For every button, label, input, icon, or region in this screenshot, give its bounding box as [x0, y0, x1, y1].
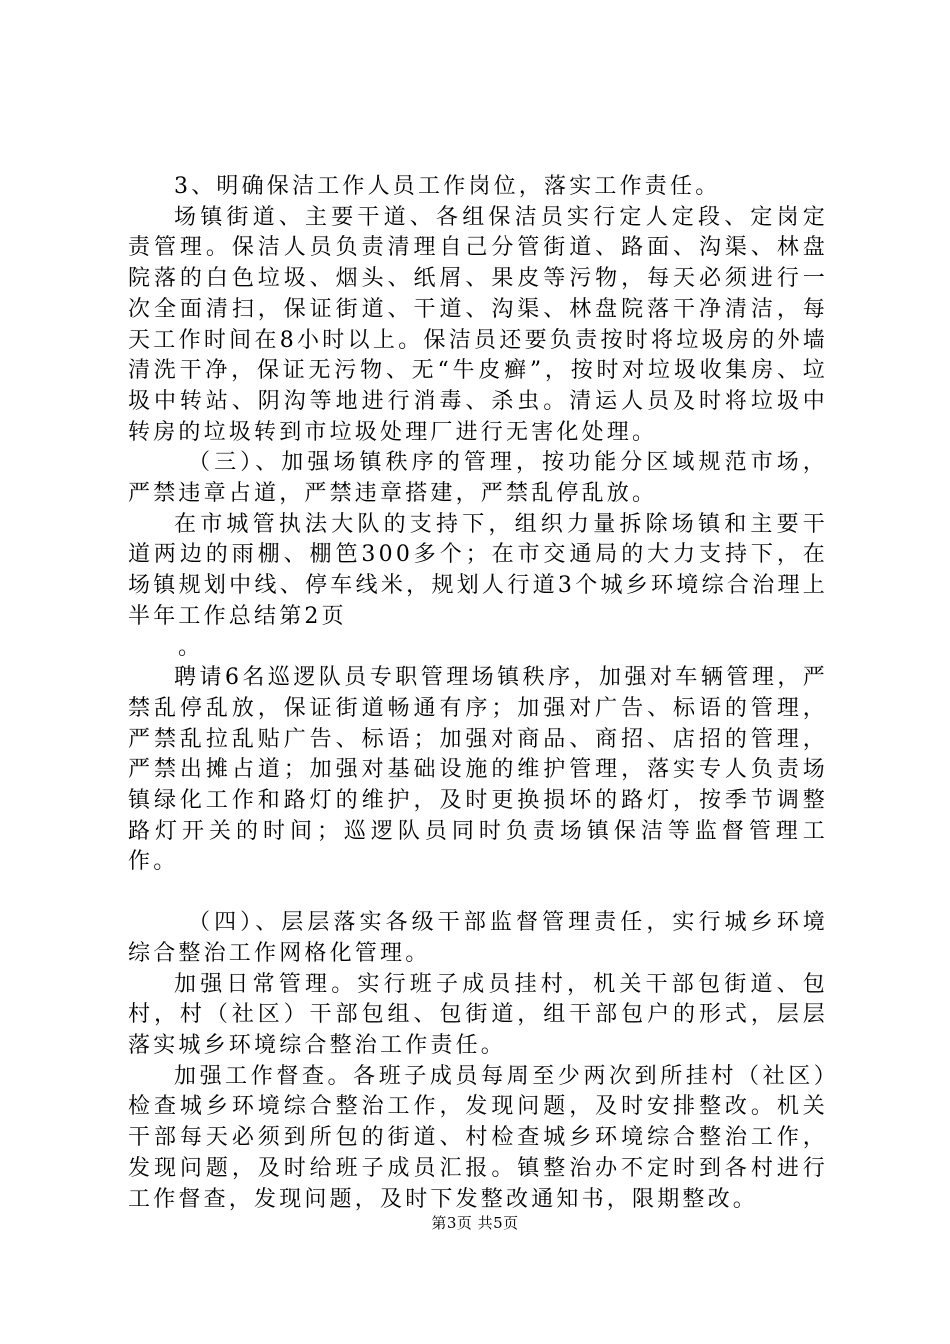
blank-line	[128, 878, 828, 908]
paragraph-section-three-heading: （三）、加强场镇秩序的管理，按功能分区域规范市场，严禁违章占道，严禁违章搭建，严禁乱停乱放。	[128, 450, 828, 507]
paragraph-section-3-heading: 3、明确保洁工作人员工作岗位，落实工作责任。	[174, 174, 721, 199]
paragraph-demolition: 在市城管执法大队的支持下，组织力量拆除场镇和主要干道两边的雨棚、棚笆300多个；在市交通局的大力支持下，在场镇规划中线、停车线米，规划人行道3个城乡环境综合治理上半年工作总结第2页	[128, 511, 828, 629]
paragraph-cleaning-duties: 场镇街道、主要干道、各组保洁员实行定人定段、定岗定责管理。保洁人员负责清理自己分管街道、路面、沟渠、林盘院落的白色垃圾、烟头、纸屑、果皮等污物，每天必须进行一次全面清扫，保证街道、干道、沟渠、林盘院落干净清洁，每天工作时间在8小时以上。保洁员还要负责按时将垃圾房的外墙清洗干净，保证无污物、无“牛皮癣”，按时对垃圾收集房、垃圾中转站、阴沟等地进行消毒、杀虫。清运人员及时将垃圾中转房的垃圾转到市垃圾处理厂进行无害化处理。	[128, 204, 828, 445]
page-footer: 第3页 共5页	[431, 1214, 519, 1232]
paragraph-section-four-heading: （四）、层层落实各级干部监督管理责任，实行城乡环境综合整治工作网格化管理。	[128, 910, 828, 966]
paragraph-daily-management: 加强日常管理。实行班子成员挂村，机关干部包街道、包村，村（社区）干部包组、包街道，组干部包户的形式，层层落实城乡环境综合整治工作责任。	[128, 971, 828, 1058]
paragraph-patrol-team: 聘请6名巡逻队员专职管理场镇秩序，加强对车辆管理，严禁乱停乱放，保证街道畅通有序；加强对广告、标语的管理，严禁乱拉乱贴广告、标语；加强对商品、商招、店招的管理，严禁出摊占道；加强对基础设施的维护管理，落实专人负责场镇绿化工作和路灯的维护，及时更换损坏的路灯，按季节调整路灯开关的时间；巡逻队员同时负责场镇保洁等监督管理工作。	[128, 665, 828, 875]
stray-period: 。	[178, 634, 201, 660]
paragraph-work-supervision: 加强工作督查。各班子成员每周至少两次到所挂村（社区）检查城乡环境综合整治工作，发现问题，及时安排整改。机关干部每天必须到所包的街道、村检查城乡环境综合整治工作，发现问题，及时给班子成员汇报。镇整治办不定时到各村进行工作督查，发现问题，及时下发整改通知书，限期整改。	[128, 1063, 828, 1212]
document-body	[128, 172, 828, 1215]
